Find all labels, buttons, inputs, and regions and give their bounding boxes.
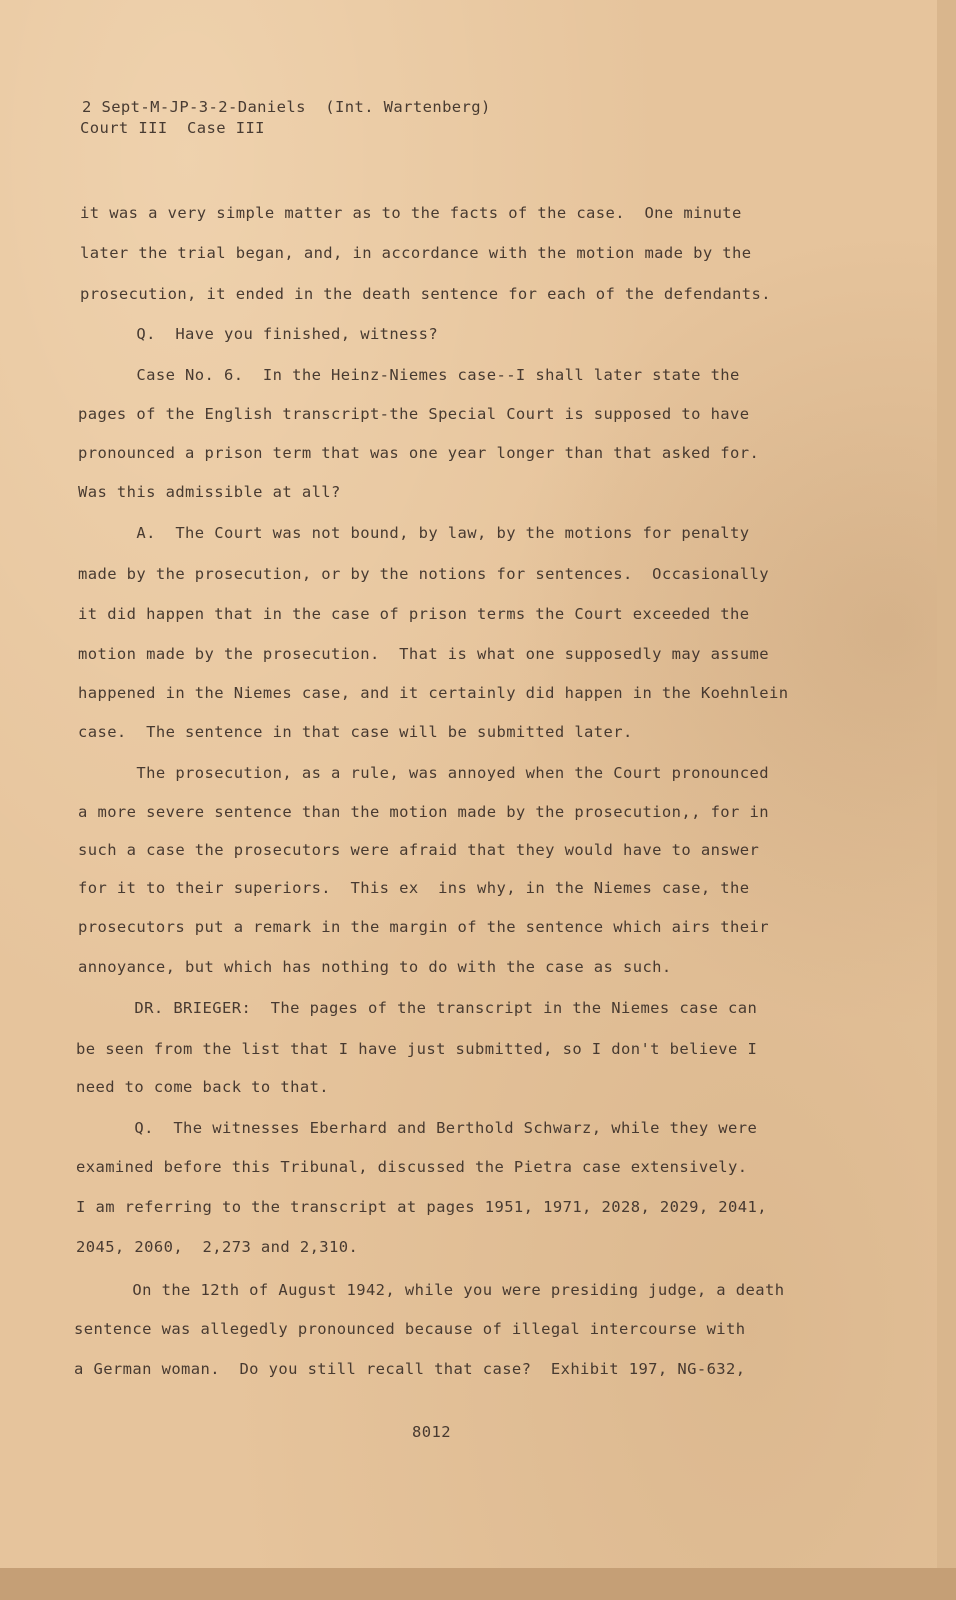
body-line: Q. Have you finished, witness? <box>78 325 439 343</box>
body-line: DR. BRIEGER: The pages of the transcript in the Niemes case can <box>76 999 758 1017</box>
body-line: later the trial began, and, in accordance with the motion made by the <box>80 244 752 262</box>
body-line: The prosecution, as a rule, was annoyed when the Court pronounced <box>78 764 769 782</box>
body-line: it did happen that in the case of prison terms the Court exceeded the <box>78 605 750 623</box>
body-line: be seen from the list that I have just submitted, so I don't believe I <box>76 1040 758 1058</box>
body-line: pages of the English transcript-the Special Court is supposed to have <box>78 405 750 423</box>
body-line: it was a very simple matter as to the facts of the case. One minute <box>80 204 742 222</box>
body-line: prosecution, it ended in the death sentence for each of the defendants. <box>80 285 771 303</box>
body-line: Case No. 6. In the Heinz-Niemes case--I shall later state the <box>78 366 740 384</box>
body-line: case. The sentence in that case will be submitted later. <box>78 723 633 741</box>
body-line: I am referring to the transcript at pages 1951, 1971, 2028, 2029, 2041, <box>76 1198 767 1216</box>
body-line: prosecutors put a remark in the margin of the sentence which airs their <box>78 918 769 936</box>
body-line: examined before this Tribunal, discussed the Pietra case extensively. <box>76 1158 748 1176</box>
header-line-2: Court III Case III <box>80 119 265 137</box>
page-bottom-edge <box>0 1568 956 1600</box>
body-line: Was this admissible at all? <box>78 483 341 501</box>
body-line: Q. The witnesses Eberhard and Berthold Schwarz, while they were <box>76 1119 758 1137</box>
body-line: made by the prosecution, or by the notions for sentences. Occasionally <box>78 565 769 583</box>
body-line: motion made by the prosecution. That is what one supposedly may assume <box>78 645 769 663</box>
body-line: for it to their superiors. This ex ins why, in the Niemes case, the <box>78 879 750 897</box>
page-right-edge <box>937 0 956 1600</box>
body-line: A. The Court was not bound, by law, by the motions for penalty <box>78 524 750 542</box>
page-number: 8012 <box>412 1423 451 1441</box>
body-line: happened in the Niemes case, and it certainly did happen in the Koehnlein <box>78 684 789 702</box>
body-line: pronounced a prison term that was one year longer than that asked for. <box>78 444 760 462</box>
body-line: annoyance, but which has nothing to do with the case as such. <box>78 958 672 976</box>
header-line-1: 2 Sept-M-JP-3-2-Daniels (Int. Wartenberg) <box>82 98 491 116</box>
body-line: On the 12th of August 1942, while you were presiding judge, a death <box>74 1281 785 1299</box>
body-line: a more severe sentence than the motion made by the prosecution,, for in <box>78 803 769 821</box>
body-line: a German woman. Do you still recall that case? Exhibit 197, NG-632, <box>74 1360 746 1378</box>
body-line: such a case the prosecutors were afraid that they would have to answer <box>78 841 760 859</box>
body-line: sentence was allegedly pronounced because of illegal intercourse with <box>74 1320 746 1338</box>
body-line: need to come back to that. <box>76 1078 330 1096</box>
body-line: 2045, 2060, 2,273 and 2,310. <box>76 1238 359 1256</box>
